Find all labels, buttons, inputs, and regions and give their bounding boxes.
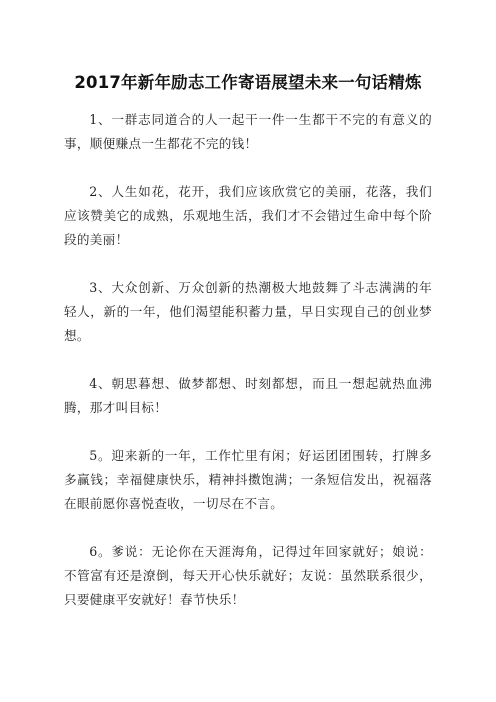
- document-title: 2017年新年励志工作寄语展望未来一句话精炼: [74, 73, 422, 92]
- paragraph-6: 6。爹说：无论你在天涯海角，记得过年回家就好；娘说：不管富有还是潦倒，每天开心快乐就好；友说：虽然联系很少，只要健康平安就好！春节快乐！: [64, 544, 432, 607]
- paragraph-4: 4、朝思暮想、做梦都想、时刻都想，而且一想起就热血沸腾，那才叫目标！: [64, 376, 432, 415]
- paragraph-5: 5。迎来新的一年，工作忙里有闲；好运团团围转，打牌多多赢钱；幸福健康快乐，精神抖擞饱满；一条短信发出，祝福落在眼前愿你喜悦查收，一切尽在不言。: [64, 448, 432, 511]
- document-body: [64, 108, 432, 612]
- paragraph-1: 1、一群志同道合的人一起干一件一生都干不完的有意义的事，顺便赚点一生都花不完的钱！: [64, 112, 432, 151]
- paragraph-2: 2、人生如花，花开，我们应该欣赏它的美丽，花落，我们应该赞美它的成熟，乐观地生活，我们才不会错过生命中每个阶段的美丽！: [64, 184, 432, 247]
- paragraph-3: 3、大众创新、万众创新的热潮极大地鼓舞了斗志满满的年轻人，新的一年，他们渴望能积蓄力量，早日实现自己的创业梦想。: [64, 280, 432, 343]
